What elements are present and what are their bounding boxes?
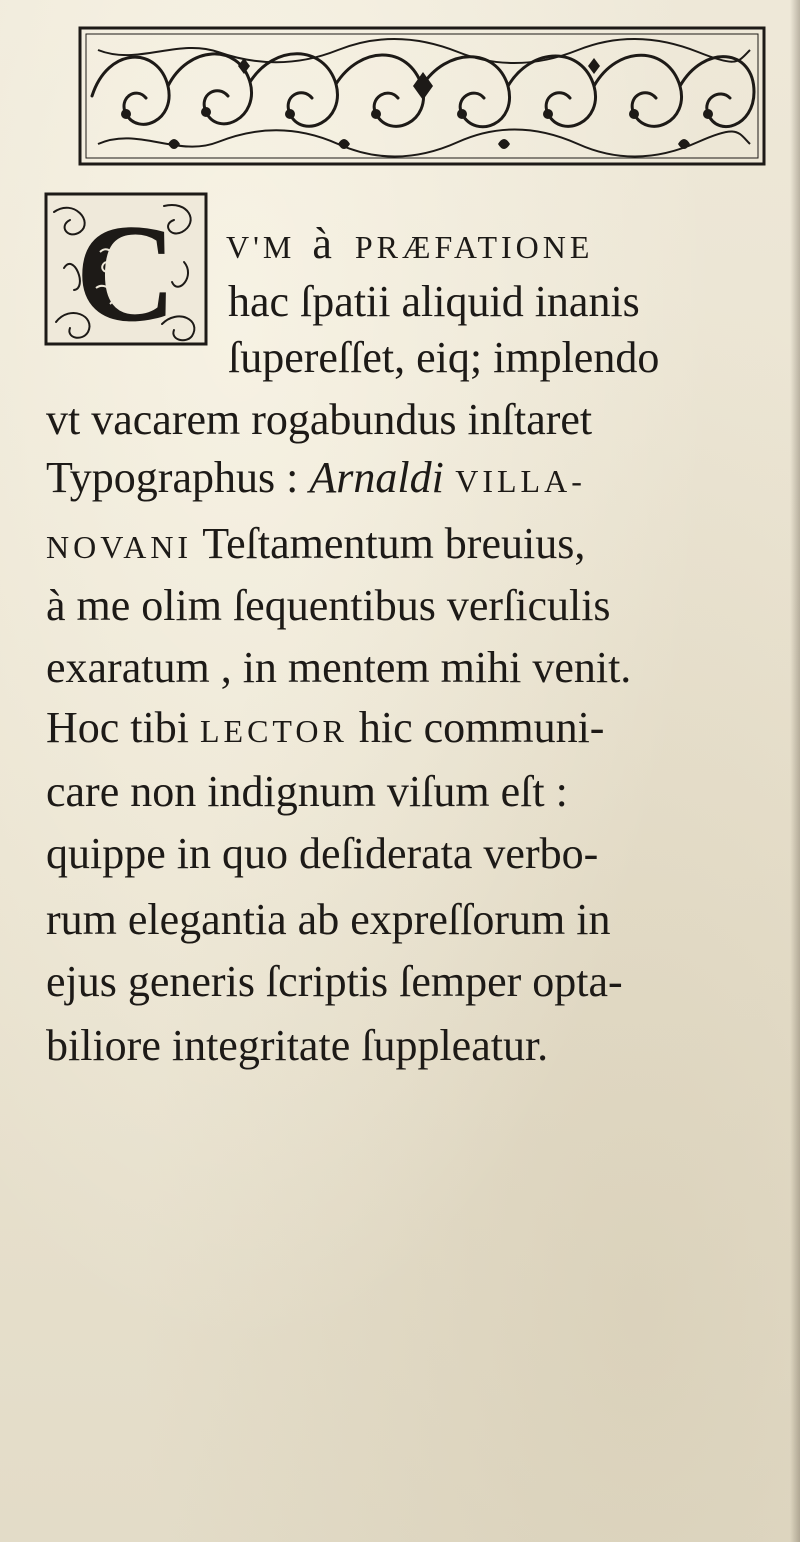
text-line [46,895,611,944]
text-segment: VILLA- [443,463,586,499]
text-segment: à [295,219,355,268]
text-segment: vt vacarem rogabundus inſtaret [46,395,593,444]
text-segment: PRÆFATIONE [354,229,594,265]
text-segment: ſupereſſet, eiq; implendo [228,333,660,382]
text-segment: Typographus : [46,453,310,502]
text-line [46,581,611,630]
text-segment: LECTOR [199,713,348,749]
text-segment: care non indignum viſum eſt : [46,767,568,816]
text-segment: Teſtamentum breuius, [192,519,586,568]
text-segment: rum elegantia ab expreſſorum in [46,895,611,944]
text-line [228,277,640,326]
text-line [46,703,605,752]
floral-headpiece-ornament [78,26,766,166]
text-segment: biliore integritate ſuppleatur. [46,1021,549,1070]
text-segment: NOVANI [46,529,193,565]
text-segment: V'M [226,229,296,265]
text-line [46,453,586,502]
svg-text:C: C [75,196,177,351]
text-line [46,957,623,1006]
text-line [226,219,594,268]
text-line [46,767,568,816]
decorated-initial-letter [44,192,208,352]
text-line [46,395,593,444]
text-line [46,1021,549,1070]
text-line [46,643,632,692]
page-edge-shadow [790,0,800,1542]
text-segment: quippe in quo deſiderata verbo- [46,829,599,878]
text-segment: Hoc tibi [46,703,200,752]
text-line [46,829,599,878]
text-segment: hic communi- [347,703,605,752]
text-line [228,333,660,382]
text-segment: Arnaldi [309,453,444,502]
text-line [46,519,586,568]
text-segment: à me olim ſequentibus verſiculis [46,581,611,630]
text-segment: hac ſpatii aliquid inanis [228,277,640,326]
text-segment: ejus generis ſcriptis ſemper opta- [46,957,623,1006]
text-segment: exaratum , in mentem mihi venit. [46,643,632,692]
